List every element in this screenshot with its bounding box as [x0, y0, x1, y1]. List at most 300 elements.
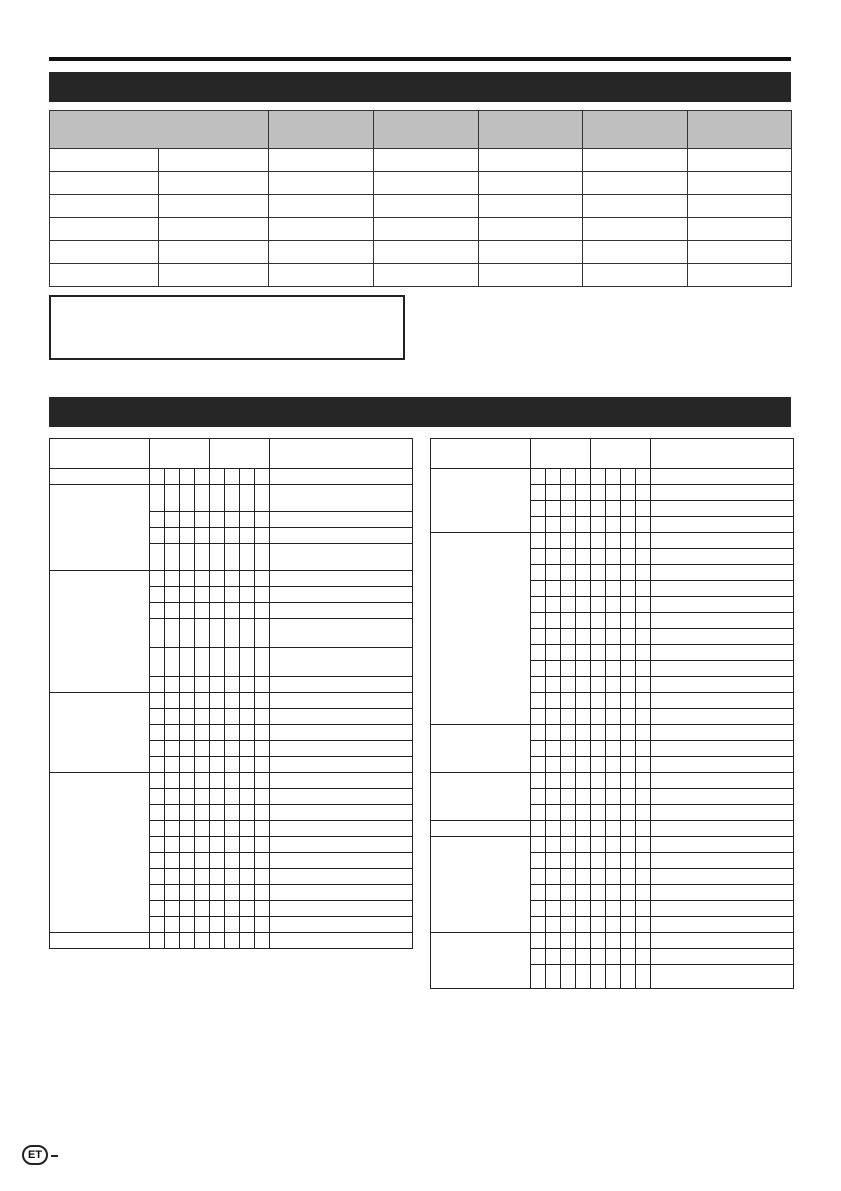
- check-cell: [636, 741, 651, 757]
- check-cell: [255, 853, 270, 869]
- check-cell: [225, 648, 240, 677]
- check-cell: [531, 645, 546, 661]
- check-cell: [636, 853, 651, 869]
- check-cell: [165, 512, 180, 528]
- group-label-cell: [431, 821, 531, 837]
- check-cell: [180, 917, 195, 933]
- check-cell: [636, 629, 651, 645]
- check-cell: [606, 613, 621, 629]
- check-cell: [165, 619, 180, 648]
- check-cell: [150, 773, 165, 789]
- check-cell: [606, 549, 621, 565]
- description-cell: [651, 917, 794, 933]
- table-row: [50, 149, 792, 172]
- check-cell: [225, 789, 240, 805]
- check-cell: [240, 821, 255, 837]
- check-cell: [150, 485, 165, 512]
- check-cell: [225, 741, 240, 757]
- check-cell: [255, 757, 270, 773]
- table-row: [50, 218, 792, 241]
- check-cell: [210, 869, 225, 885]
- grid-header-row: [50, 439, 413, 469]
- table-row: [50, 264, 792, 287]
- check-cell: [576, 837, 591, 853]
- check-cell: [561, 517, 576, 533]
- check-cell: [210, 741, 225, 757]
- check-cell: [561, 725, 576, 741]
- check-cell: [165, 528, 180, 544]
- check-cell: [621, 901, 636, 917]
- check-cell: [225, 587, 240, 603]
- check-cell: [180, 693, 195, 709]
- check-cell: [561, 645, 576, 661]
- check-cell: [546, 661, 561, 677]
- description-cell: [651, 485, 794, 501]
- check-cell: [576, 613, 591, 629]
- check-cell: [255, 512, 270, 528]
- check-cell: [225, 821, 240, 837]
- check-cell: [240, 619, 255, 648]
- group-label-cell: [50, 571, 150, 693]
- description-cell: [651, 469, 794, 485]
- check-cell: [165, 587, 180, 603]
- check-cell: [240, 933, 255, 949]
- check-cell: [591, 901, 606, 917]
- check-cell: [150, 648, 165, 677]
- check-cell: [150, 709, 165, 725]
- check-cell: [636, 613, 651, 629]
- check-cell: [255, 677, 270, 693]
- check-cell: [195, 821, 210, 837]
- check-cell: [210, 528, 225, 544]
- table-row: [431, 933, 794, 949]
- description-cell: [651, 805, 794, 821]
- check-cell: [531, 949, 546, 965]
- check-cell: [150, 512, 165, 528]
- description-cell: [651, 709, 794, 725]
- check-cell: [591, 517, 606, 533]
- check-cell: [576, 709, 591, 725]
- check-cell: [576, 885, 591, 901]
- check-cell: [210, 603, 225, 619]
- description-cell: [651, 933, 794, 949]
- check-cell: [195, 853, 210, 869]
- check-cell: [576, 693, 591, 709]
- check-cell: [195, 725, 210, 741]
- check-cell: [546, 821, 561, 837]
- check-cell: [591, 629, 606, 645]
- check-cell: [225, 619, 240, 648]
- description-cell: [270, 901, 413, 917]
- check-cell: [225, 693, 240, 709]
- check-cell: [165, 805, 180, 821]
- check-cell: [636, 773, 651, 789]
- check-cell: [606, 885, 621, 901]
- check-cell: [591, 581, 606, 597]
- check-cell: [546, 805, 561, 821]
- grid-header-row: [431, 439, 794, 469]
- check-cell: [546, 917, 561, 933]
- check-cell: [636, 677, 651, 693]
- check-cell: [561, 949, 576, 965]
- table-row: [431, 773, 794, 789]
- check-cell: [621, 853, 636, 869]
- check-cell: [561, 581, 576, 597]
- check-cell: [591, 805, 606, 821]
- check-cell: [606, 693, 621, 709]
- check-cell: [180, 757, 195, 773]
- check-cell: [561, 613, 576, 629]
- check-cell: [606, 789, 621, 805]
- check-cell: [576, 821, 591, 837]
- table-row: [50, 172, 792, 195]
- check-cell: [255, 773, 270, 789]
- check-cell: [621, 805, 636, 821]
- table-row: [50, 195, 792, 218]
- check-cell: [165, 741, 180, 757]
- check-cell: [561, 901, 576, 917]
- check-cell: [195, 587, 210, 603]
- check-cell: [606, 917, 621, 933]
- check-cell: [255, 821, 270, 837]
- check-cell: [210, 885, 225, 901]
- spec-header-cell: [374, 111, 479, 149]
- check-cell: [546, 853, 561, 869]
- check-cell: [240, 805, 255, 821]
- check-cell: [531, 837, 546, 853]
- check-cell: [591, 597, 606, 613]
- check-cell: [165, 821, 180, 837]
- check-cell: [240, 837, 255, 853]
- check-cell: [195, 885, 210, 901]
- check-cell: [546, 869, 561, 885]
- description-cell: [651, 517, 794, 533]
- check-cell: [165, 648, 180, 677]
- grid-header-cell: [531, 439, 591, 469]
- check-cell: [606, 677, 621, 693]
- check-cell: [561, 773, 576, 789]
- check-cell: [531, 757, 546, 773]
- check-cell: [150, 853, 165, 869]
- check-cell: [636, 933, 651, 949]
- grid-header-cell: [150, 439, 210, 469]
- check-cell: [591, 949, 606, 965]
- check-cell: [606, 805, 621, 821]
- check-cell: [621, 597, 636, 613]
- check-cell: [591, 869, 606, 885]
- check-cell: [210, 757, 225, 773]
- check-cell: [576, 741, 591, 757]
- check-cell: [210, 512, 225, 528]
- check-cell: [240, 917, 255, 933]
- check-cell: [561, 693, 576, 709]
- check-cell: [240, 709, 255, 725]
- check-cell: [195, 837, 210, 853]
- check-cell: [255, 741, 270, 757]
- check-cell: [195, 619, 210, 648]
- check-cell: [165, 789, 180, 805]
- check-cell: [180, 709, 195, 725]
- description-cell: [270, 587, 413, 603]
- check-cell: [180, 603, 195, 619]
- check-cell: [255, 571, 270, 587]
- check-cell: [255, 725, 270, 741]
- check-cell: [225, 837, 240, 853]
- group-label-cell: [50, 933, 150, 949]
- check-cell: [225, 485, 240, 512]
- check-cell: [621, 917, 636, 933]
- check-cell: [180, 725, 195, 741]
- check-cell: [636, 501, 651, 517]
- check-cell: [531, 597, 546, 613]
- spec-header-cell: [479, 111, 583, 149]
- check-cell: [561, 485, 576, 501]
- check-cell: [180, 869, 195, 885]
- check-cell: [240, 773, 255, 789]
- description-cell: [270, 469, 413, 485]
- check-cell: [591, 501, 606, 517]
- check-cell: [195, 603, 210, 619]
- check-cell: [150, 677, 165, 693]
- check-cell: [210, 571, 225, 587]
- check-cell: [150, 587, 165, 603]
- check-cell: [150, 544, 165, 571]
- check-cell: [240, 603, 255, 619]
- check-cell: [240, 853, 255, 869]
- check-cell: [180, 677, 195, 693]
- check-cell: [531, 517, 546, 533]
- check-cell: [225, 917, 240, 933]
- check-cell: [546, 549, 561, 565]
- check-cell: [576, 677, 591, 693]
- check-cell: [591, 853, 606, 869]
- check-cell: [546, 885, 561, 901]
- description-cell: [651, 581, 794, 597]
- description-cell: [651, 789, 794, 805]
- group-label-cell: [431, 469, 531, 533]
- check-cell: [561, 661, 576, 677]
- description-cell: [270, 933, 413, 949]
- check-cell: [225, 901, 240, 917]
- check-cell: [621, 741, 636, 757]
- description-cell: [651, 565, 794, 581]
- check-cell: [240, 741, 255, 757]
- check-cell: [150, 528, 165, 544]
- check-cell: [621, 613, 636, 629]
- check-cell: [576, 917, 591, 933]
- check-cell: [531, 613, 546, 629]
- check-cell: [195, 693, 210, 709]
- table-row: [431, 533, 794, 549]
- description-cell: [651, 773, 794, 789]
- check-cell: [576, 773, 591, 789]
- group-label-cell: [431, 837, 531, 933]
- check-cell: [531, 565, 546, 581]
- check-cell: [150, 603, 165, 619]
- check-cell: [531, 581, 546, 597]
- description-cell: [270, 648, 413, 677]
- signal-table-right: [430, 438, 794, 989]
- check-cell: [210, 648, 225, 677]
- check-cell: [546, 485, 561, 501]
- check-cell: [546, 533, 561, 549]
- check-cell: [576, 533, 591, 549]
- table-row: [50, 485, 413, 512]
- table-row: [50, 933, 413, 949]
- check-cell: [561, 469, 576, 485]
- check-cell: [180, 805, 195, 821]
- check-cell: [240, 725, 255, 741]
- check-cell: [195, 544, 210, 571]
- check-cell: [180, 648, 195, 677]
- grid-header-cell: [431, 439, 531, 469]
- check-cell: [606, 501, 621, 517]
- check-cell: [621, 821, 636, 837]
- check-cell: [561, 677, 576, 693]
- check-cell: [636, 693, 651, 709]
- check-cell: [531, 533, 546, 549]
- check-cell: [621, 869, 636, 885]
- check-cell: [210, 677, 225, 693]
- check-cell: [255, 485, 270, 512]
- check-cell: [150, 885, 165, 901]
- check-cell: [150, 869, 165, 885]
- check-cell: [576, 853, 591, 869]
- description-cell: [651, 949, 794, 965]
- check-cell: [180, 933, 195, 949]
- check-cell: [225, 853, 240, 869]
- description-cell: [270, 917, 413, 933]
- check-cell: [165, 885, 180, 901]
- check-cell: [606, 773, 621, 789]
- check-cell: [180, 469, 195, 485]
- check-cell: [546, 693, 561, 709]
- check-cell: [255, 805, 270, 821]
- check-cell: [240, 587, 255, 603]
- check-cell: [150, 619, 165, 648]
- check-cell: [591, 533, 606, 549]
- description-cell: [651, 837, 794, 853]
- check-cell: [546, 709, 561, 725]
- check-cell: [225, 805, 240, 821]
- description-cell: [651, 757, 794, 773]
- check-cell: [180, 837, 195, 853]
- check-cell: [576, 965, 591, 989]
- check-cell: [591, 965, 606, 989]
- table-row: [50, 693, 413, 709]
- check-cell: [165, 725, 180, 741]
- description-cell: [651, 869, 794, 885]
- table-row: [431, 469, 794, 485]
- check-cell: [636, 533, 651, 549]
- check-cell: [561, 501, 576, 517]
- check-cell: [606, 533, 621, 549]
- check-cell: [606, 661, 621, 677]
- check-cell: [561, 869, 576, 885]
- table-row: [431, 821, 794, 837]
- check-cell: [255, 933, 270, 949]
- check-cell: [225, 773, 240, 789]
- description-cell: [651, 901, 794, 917]
- check-cell: [621, 933, 636, 949]
- check-cell: [180, 773, 195, 789]
- table-row: [50, 469, 413, 485]
- check-cell: [636, 869, 651, 885]
- check-cell: [150, 741, 165, 757]
- check-cell: [165, 693, 180, 709]
- check-cell: [546, 837, 561, 853]
- check-cell: [531, 485, 546, 501]
- check-cell: [531, 901, 546, 917]
- description-cell: [651, 693, 794, 709]
- check-cell: [255, 789, 270, 805]
- check-cell: [606, 597, 621, 613]
- description-cell: [651, 629, 794, 645]
- check-cell: [591, 821, 606, 837]
- check-cell: [240, 901, 255, 917]
- description-cell: [270, 693, 413, 709]
- check-cell: [165, 933, 180, 949]
- check-cell: [546, 629, 561, 645]
- table-row: [431, 837, 794, 853]
- check-cell: [561, 549, 576, 565]
- check-cell: [240, 789, 255, 805]
- check-cell: [240, 648, 255, 677]
- description-cell: [270, 725, 413, 741]
- check-cell: [606, 517, 621, 533]
- check-cell: [606, 725, 621, 741]
- check-cell: [561, 917, 576, 933]
- check-cell: [606, 837, 621, 853]
- check-cell: [225, 544, 240, 571]
- check-cell: [621, 645, 636, 661]
- check-cell: [636, 517, 651, 533]
- check-cell: [546, 645, 561, 661]
- check-cell: [546, 933, 561, 949]
- spec-header-cell: [583, 111, 688, 149]
- check-cell: [255, 709, 270, 725]
- check-cell: [606, 757, 621, 773]
- group-label-cell: [50, 773, 150, 933]
- check-cell: [195, 933, 210, 949]
- check-cell: [606, 469, 621, 485]
- description-cell: [270, 709, 413, 725]
- description-cell: [270, 544, 413, 571]
- check-cell: [591, 661, 606, 677]
- table-row: [50, 571, 413, 587]
- check-cell: [531, 725, 546, 741]
- grid-header-cell: [270, 439, 413, 469]
- check-cell: [180, 885, 195, 901]
- check-cell: [180, 821, 195, 837]
- check-cell: [546, 949, 561, 965]
- check-cell: [240, 544, 255, 571]
- check-cell: [165, 773, 180, 789]
- check-cell: [195, 869, 210, 885]
- check-cell: [225, 469, 240, 485]
- check-cell: [636, 725, 651, 741]
- description-cell: [270, 528, 413, 544]
- check-cell: [621, 837, 636, 853]
- check-cell: [255, 917, 270, 933]
- check-cell: [561, 757, 576, 773]
- check-cell: [225, 528, 240, 544]
- check-cell: [255, 885, 270, 901]
- check-cell: [165, 677, 180, 693]
- spec-header-cell: [50, 111, 269, 149]
- check-cell: [606, 741, 621, 757]
- check-cell: [165, 603, 180, 619]
